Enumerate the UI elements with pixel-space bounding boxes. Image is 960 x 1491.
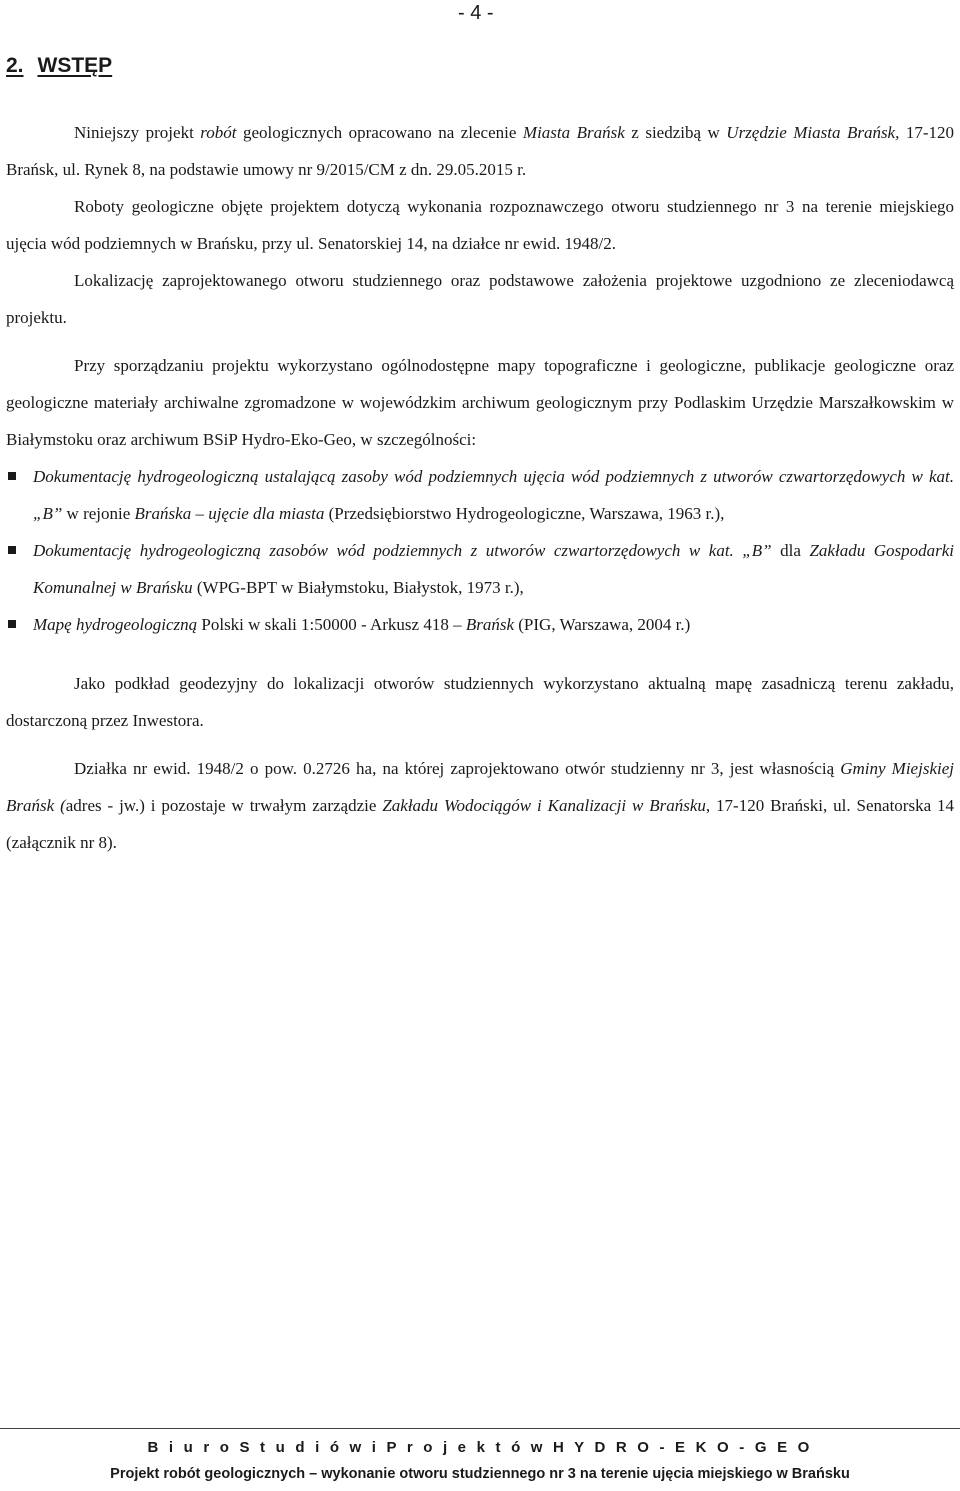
footer-project-title: Projekt robót geologicznych – wykonanie otworu studziennego nr 3 na terenie ujęcia miejskiego w Brańsku [110, 1466, 850, 1482]
square-bullet-icon [8, 472, 16, 480]
text-run: 17-120 Brańsk, ul. Rynek 8, na podstawie umowy nr 9/2015/CM z dn. 29.05.2015 r. [6, 123, 955, 179]
italic-run: Brańska – ujęcie dla miasta [134, 504, 325, 523]
italic-run: Dokumentację hydrogeologiczną ustalającą zasoby wód podziemnych ujęcia wód podziemnych z utworów czwartorzędowych w kat. „B” [33, 467, 954, 523]
text-run: (WPG-BPT w Białymstoku, Białystok, 1973 r.), [192, 578, 524, 597]
section-heading [6, 54, 112, 78]
text-run: adres - jw.) i pozostaje w trwałym zarządzie [65, 796, 383, 815]
footer-firm-name: B i u r o S t u d i ó w i P r o j e k t ó w H Y D R O - E K O - G E O [147, 1439, 813, 1456]
text-run: Polski w skali 1:50000 - Arkusz 418 – [197, 615, 466, 634]
italic-run: robót [200, 123, 237, 142]
text-run: Niniejszy projekt [74, 123, 201, 142]
text-run: Działka nr ewid. 1948/2 o pow. 0.2726 ha, na której zaprojektowano otwór studzienny nr 3, jest własnością [74, 759, 841, 778]
italic-run: Zakładu Gospodarki Komunalnej w Brańsku [33, 541, 954, 597]
sources-list [6, 458, 954, 643]
section-number: 2. [6, 54, 24, 77]
document-body [6, 114, 954, 872]
italic-run: Zakładu Wodociągów i Kanalizacji w Brańsku [382, 796, 706, 815]
section-title: WSTĘP [37, 54, 113, 77]
paragraph-plot-ownership [6, 750, 954, 861]
text-run: z siedzibą w [624, 123, 727, 142]
text-run: , 17-120 Brański, ul. Senatorska 14 (załącznik nr 8). [6, 796, 955, 852]
list-item [6, 458, 954, 532]
paragraph-scope: Roboty geologiczne objęte projektem dotyczą wykonania rozpoznawczego otworu studziennego nr 3 na terenie miejskiego ujęcia wód podziemnych w Brańsku, przy ul. Senatorskiej 14, na działce nr ewid. 1948/2. [6, 197, 954, 253]
italic-run: Mapę hydrogeologiczną [33, 615, 198, 634]
paragraph-sources-intro: Przy sporządzaniu projektu wykorzystano ogólnodostępne mapy topograficzne i geologiczne, publikacje geologiczne oraz geologiczne materiały archiwalne zgromadzone w wojewódzkim archiwum geologicznym przy Podlaskim Urzędzie Marszałkowskim w Białymstoku oraz archiwum BSiP Hydro-Eko-Geo, w szczególności: [6, 356, 954, 449]
paragraph-survey-base: Jako podkład geodezyjny do lokalizacji otworów studziennych wykorzystano aktualną mapę zasadniczą terenu zakładu, dostarczoną przez Inwestora. [6, 674, 954, 730]
paragraph-location: Lokalizację zaprojektowanego otworu studziennego oraz podstawowe założenia projektowe uzgodniono ze zleceniodawcą projektu. [6, 271, 954, 327]
italic-run: Miasta Brańsk [522, 123, 625, 142]
italic-run: Gminy Miejskiej Brańsk ( [6, 759, 954, 815]
text-run: dla [771, 541, 810, 560]
italic-run: Urzędzie Miasta Brańsk, [726, 123, 900, 142]
text-run: geologicznych opracowano na zlecenie [236, 123, 523, 142]
text-run: (PIG, Warszawa, 2004 r.) [514, 615, 691, 634]
text-run: (Przedsiębiorstwo Hydrogeologiczne, Warszawa, 1963 r.), [324, 504, 725, 523]
square-bullet-icon [8, 546, 16, 554]
italic-run: Dokumentację hydrogeologiczną zasobów wód podziemnych z utworów czwartorzędowych w kat. „B” [33, 541, 772, 560]
page-footer [0, 1428, 960, 1484]
text-run: w rejonie [62, 504, 135, 523]
page-number: - 4 - [458, 2, 494, 24]
paragraph-commission [6, 114, 954, 188]
list-item [6, 532, 954, 606]
square-bullet-icon [8, 620, 16, 628]
italic-run: Brańsk [465, 615, 515, 634]
list-item [6, 606, 954, 643]
